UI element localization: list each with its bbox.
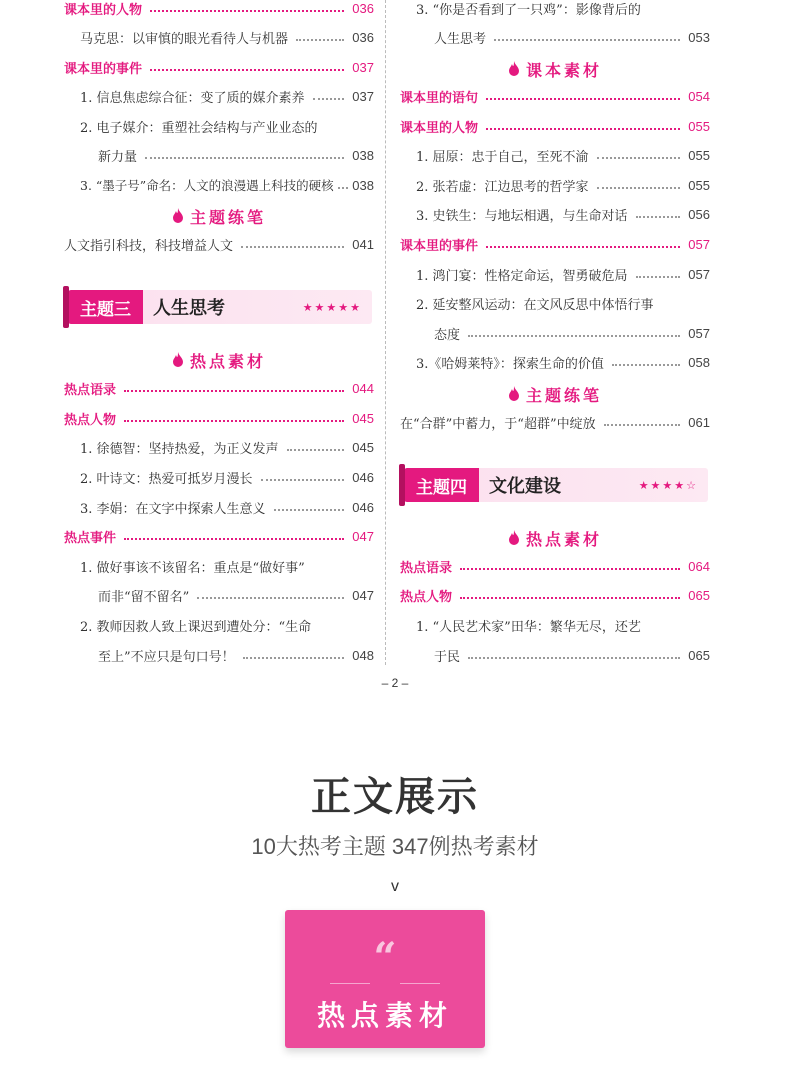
- theme-banner: [68, 290, 372, 324]
- section-heading-label: 主题练笔: [189, 209, 266, 227]
- section-heading: [64, 203, 374, 229]
- flame-icon: [172, 352, 184, 368]
- section-heading: [400, 525, 710, 551]
- quote-icon: “: [373, 934, 397, 981]
- toc-category[interactable]: 课本里的人物 055: [400, 118, 710, 135]
- toc-entry[interactable]: 1. 徐德智：坚持热爱，为正义发声 045: [80, 439, 374, 457]
- toc-entry[interactable]: 2. 延安整风运动：在文风反思中体悟行事: [416, 297, 654, 313]
- toc-entry[interactable]: 2. 教师因救人致上课迟到遭处分：“生命: [80, 619, 312, 635]
- flame-icon: [508, 386, 520, 402]
- theme-tag: 主题三: [68, 290, 143, 324]
- toc-entry[interactable]: 1. 信息焦虑综合征：变了质的媒介素养 037: [80, 88, 374, 106]
- hot-material-card[interactable]: [285, 910, 485, 1048]
- toc-category[interactable]: 课本里的人物 036: [64, 0, 374, 17]
- toc-entry-continued[interactable]: 态度 057: [434, 325, 710, 343]
- toc-entry[interactable]: 3. “墨子号”命名：人文的浪漫遇上科技的硬核 038: [80, 177, 374, 193]
- toc-entry[interactable]: 3. 李娟：在文字中探索人生意义 046: [80, 499, 374, 517]
- toc-entry[interactable]: 1. 鸿门宴：性格定命运，智勇破危局 057: [416, 266, 710, 284]
- theme-banner: [404, 468, 708, 502]
- section-heading: [400, 381, 710, 407]
- toc-category[interactable]: 课本里的语句 054: [400, 88, 710, 105]
- flame-icon: [508, 530, 520, 546]
- toc-entry-continued[interactable]: 至上”不应只是句口号！ 048: [98, 647, 374, 665]
- toc-category[interactable]: 课本里的事件 057: [400, 236, 710, 253]
- section-heading-label: 热点素材: [189, 353, 266, 371]
- down-arrow-icon: v: [391, 878, 399, 895]
- toc-entry-continued[interactable]: 于民 065: [434, 647, 710, 665]
- toc-entry-continued[interactable]: 新力量 038: [98, 147, 374, 165]
- toc-entry[interactable]: 2. 张若虚：江边思考的哲学家 055: [416, 177, 710, 195]
- showcase-subtitle: 10大热考主题 347例热考素材: [251, 834, 539, 859]
- rating-stars: ★★★★★: [302, 300, 362, 314]
- toc-category[interactable]: 热点语录 044: [64, 380, 374, 397]
- toc-entry-continued[interactable]: 而非“留不留名” 047: [98, 587, 374, 605]
- toc-entry[interactable]: 1. 屈原：忠于自己，至死不渝 055: [416, 147, 710, 165]
- quote-line-left: [330, 983, 370, 984]
- theme-title: 人生思考: [153, 298, 225, 318]
- rating-stars: ★★★★☆: [638, 478, 698, 492]
- section-heading: [64, 347, 374, 373]
- toc-entry[interactable]: 2. 电子媒介：重塑社会结构与产业业态的: [80, 120, 318, 136]
- toc-entry[interactable]: 2. 叶诗文：热爱可抵岁月漫长 046: [80, 469, 374, 487]
- toc-entry[interactable]: 马克思：以审慎的眼光看待人与机器 036: [80, 29, 374, 47]
- toc-entry[interactable]: 1. 做好事该不该留名：重点是“做好事”: [80, 560, 305, 576]
- section-heading: [400, 56, 710, 82]
- card-label: 热点素材: [316, 999, 453, 1032]
- showcase-title: 正文展示: [311, 775, 479, 819]
- toc-category[interactable]: 热点事件 047: [64, 528, 374, 545]
- toc-entry[interactable]: 人文指引科技，科技增益人文 041: [64, 236, 374, 254]
- theme-title: 文化建设: [489, 476, 561, 496]
- theme-tag: 主题四: [404, 468, 479, 502]
- toc-category[interactable]: 热点人物 065: [400, 587, 710, 604]
- page-number: – 2 –: [381, 676, 409, 690]
- toc-category[interactable]: 热点人物 045: [64, 410, 374, 427]
- toc-category[interactable]: 热点语录 064: [400, 558, 710, 575]
- quote-line-right: [400, 983, 440, 984]
- toc-entry-continued[interactable]: 人生思考 053: [434, 29, 710, 47]
- toc-category[interactable]: 课本里的事件 037: [64, 59, 374, 76]
- toc-entry[interactable]: 3. 史铁生：与地坛相遇，与生命对话 056: [416, 206, 710, 224]
- toc-entry[interactable]: 3. “你是否看到了一只鸡”：影像背后的: [416, 2, 641, 18]
- section-heading-label: 热点素材: [525, 531, 602, 549]
- toc-entry[interactable]: 在“合群”中蓄力，于“超群”中绽放 061: [400, 414, 710, 432]
- flame-icon: [508, 61, 520, 77]
- toc-entry[interactable]: 3.《哈姆莱特》：探索生命的价值 058: [416, 354, 710, 372]
- column-divider: [385, 0, 386, 665]
- toc-entry[interactable]: 1. “人民艺术家”田华：繁华无尽，还艺: [416, 619, 641, 635]
- section-heading-label: 主题练笔: [525, 387, 602, 405]
- section-heading-label: 课本素材: [525, 62, 602, 80]
- flame-icon: [172, 208, 184, 224]
